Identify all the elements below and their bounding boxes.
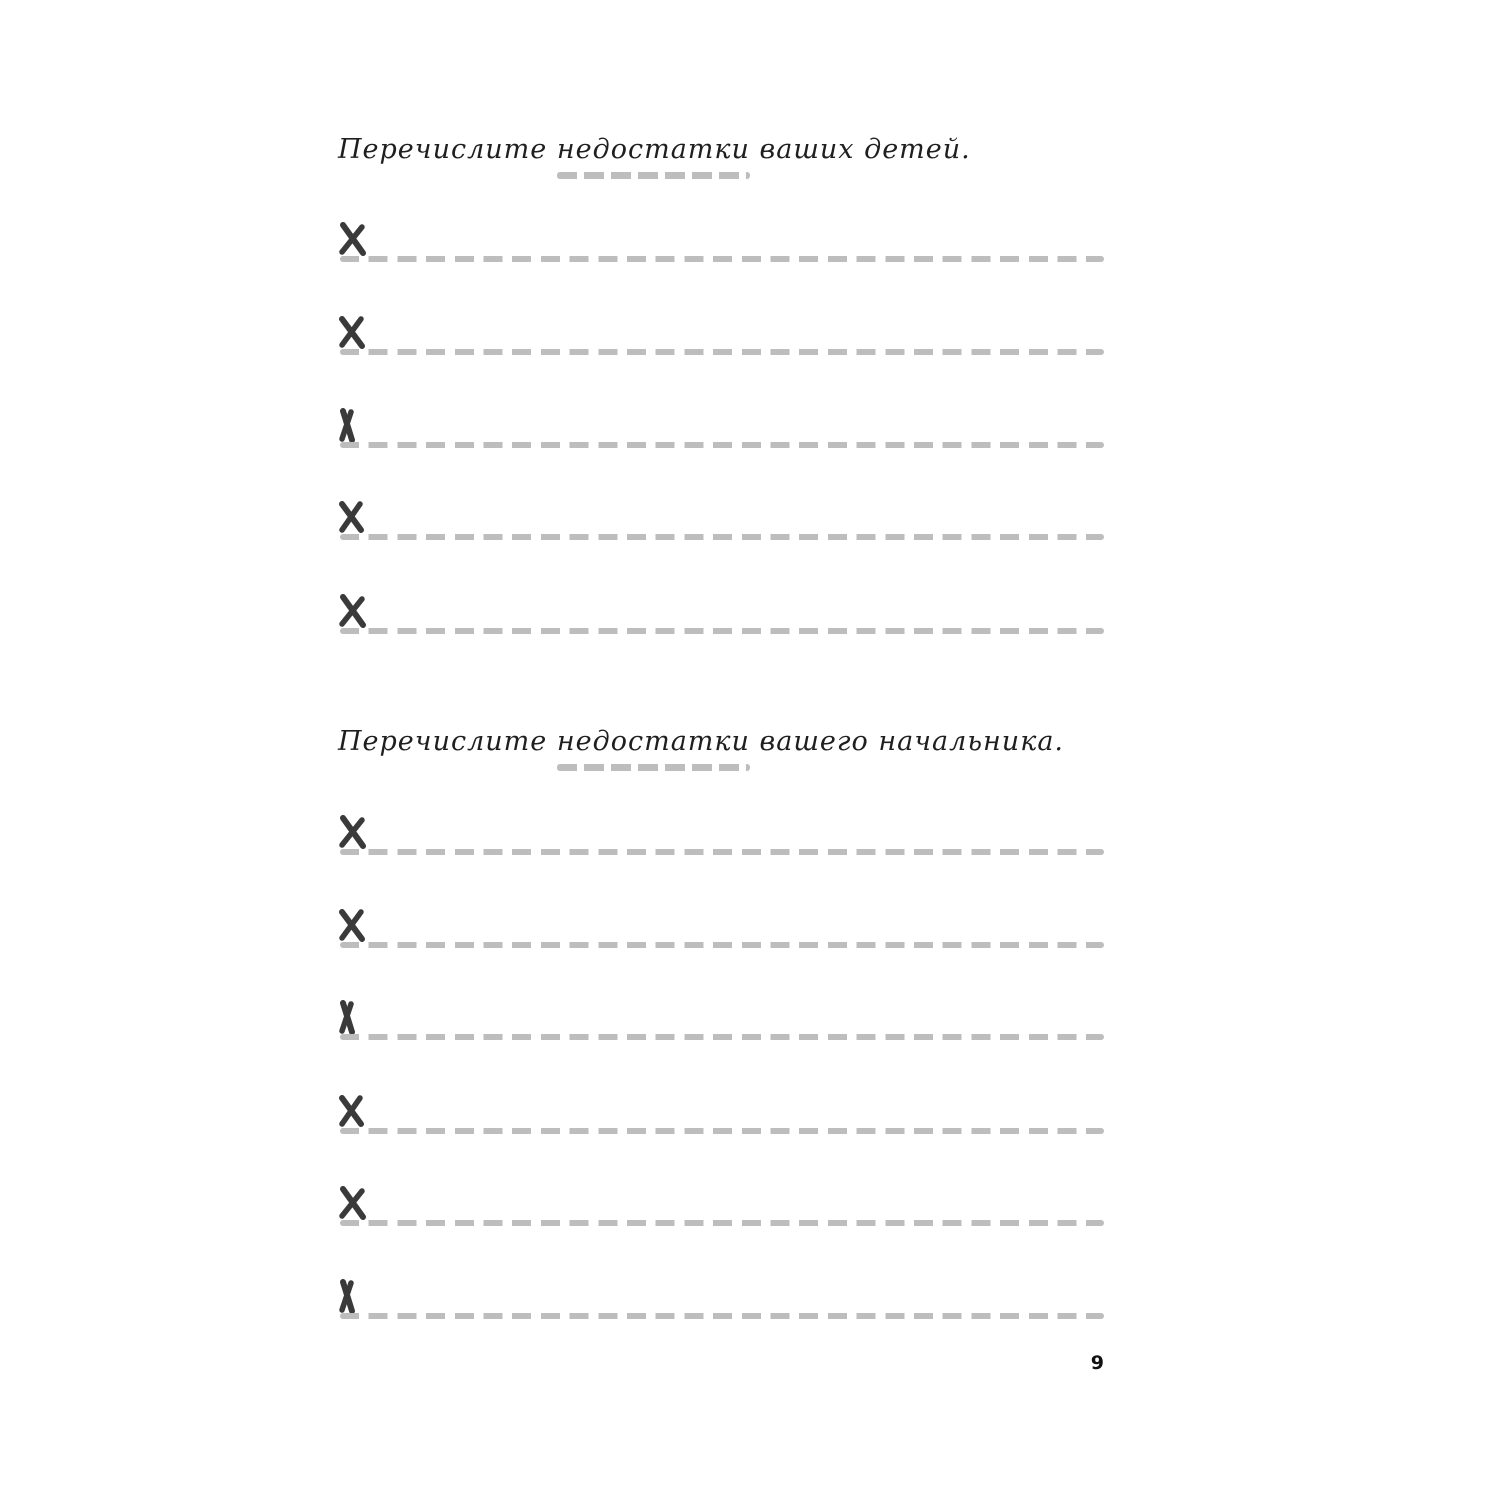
dashed-rule: [340, 1034, 1104, 1040]
answer-line[interactable]: [338, 1186, 1104, 1226]
dashed-rule: [340, 849, 1104, 855]
answer-line[interactable]: [338, 594, 1104, 634]
cross-mark-icon: [338, 1000, 368, 1038]
cross-mark-icon: [338, 222, 368, 260]
answer-line[interactable]: [338, 1094, 1104, 1134]
cross-mark-icon: [338, 315, 368, 353]
dashed-rule: [340, 1220, 1104, 1226]
cross-mark-icon: [338, 1279, 368, 1317]
prompt-text-start: Перечислите: [338, 726, 557, 757]
page-number: 9: [1090, 1352, 1104, 1374]
prompt-keyword: недостатки: [556, 134, 750, 165]
dashed-rule: [340, 942, 1104, 948]
answer-line[interactable]: [338, 1279, 1104, 1319]
cross-mark-icon: [338, 908, 368, 946]
prompt-text-end: ваших детей.: [749, 134, 971, 165]
prompt-text-start: Перечислите: [338, 134, 557, 165]
dashed-rule: [340, 628, 1104, 634]
cross-mark-icon: [338, 408, 368, 446]
answer-line[interactable]: [338, 500, 1104, 540]
answer-line[interactable]: [338, 408, 1104, 448]
prompt-children: [338, 134, 971, 165]
prompt-keyword: недостатки: [556, 726, 750, 757]
answer-line[interactable]: [338, 315, 1104, 355]
answer-line[interactable]: [338, 815, 1104, 855]
dashed-rule: [340, 534, 1104, 540]
prompt-text-end: вашего начальника.: [749, 726, 1064, 757]
dashed-rule: [340, 442, 1104, 448]
cross-mark-icon: [338, 1094, 368, 1132]
dashed-rule: [340, 1128, 1104, 1134]
answer-line[interactable]: [338, 222, 1104, 262]
answer-line[interactable]: [338, 908, 1104, 948]
cross-mark-icon: [338, 815, 368, 853]
cross-mark-icon: [338, 594, 368, 632]
cross-mark-icon: [338, 500, 368, 538]
prompt-boss: [338, 726, 1064, 757]
dashed-rule: [340, 1313, 1104, 1319]
dashed-rule: [340, 256, 1104, 262]
answer-line[interactable]: [338, 1000, 1104, 1040]
cross-mark-icon: [338, 1186, 368, 1224]
dashed-rule: [340, 349, 1104, 355]
